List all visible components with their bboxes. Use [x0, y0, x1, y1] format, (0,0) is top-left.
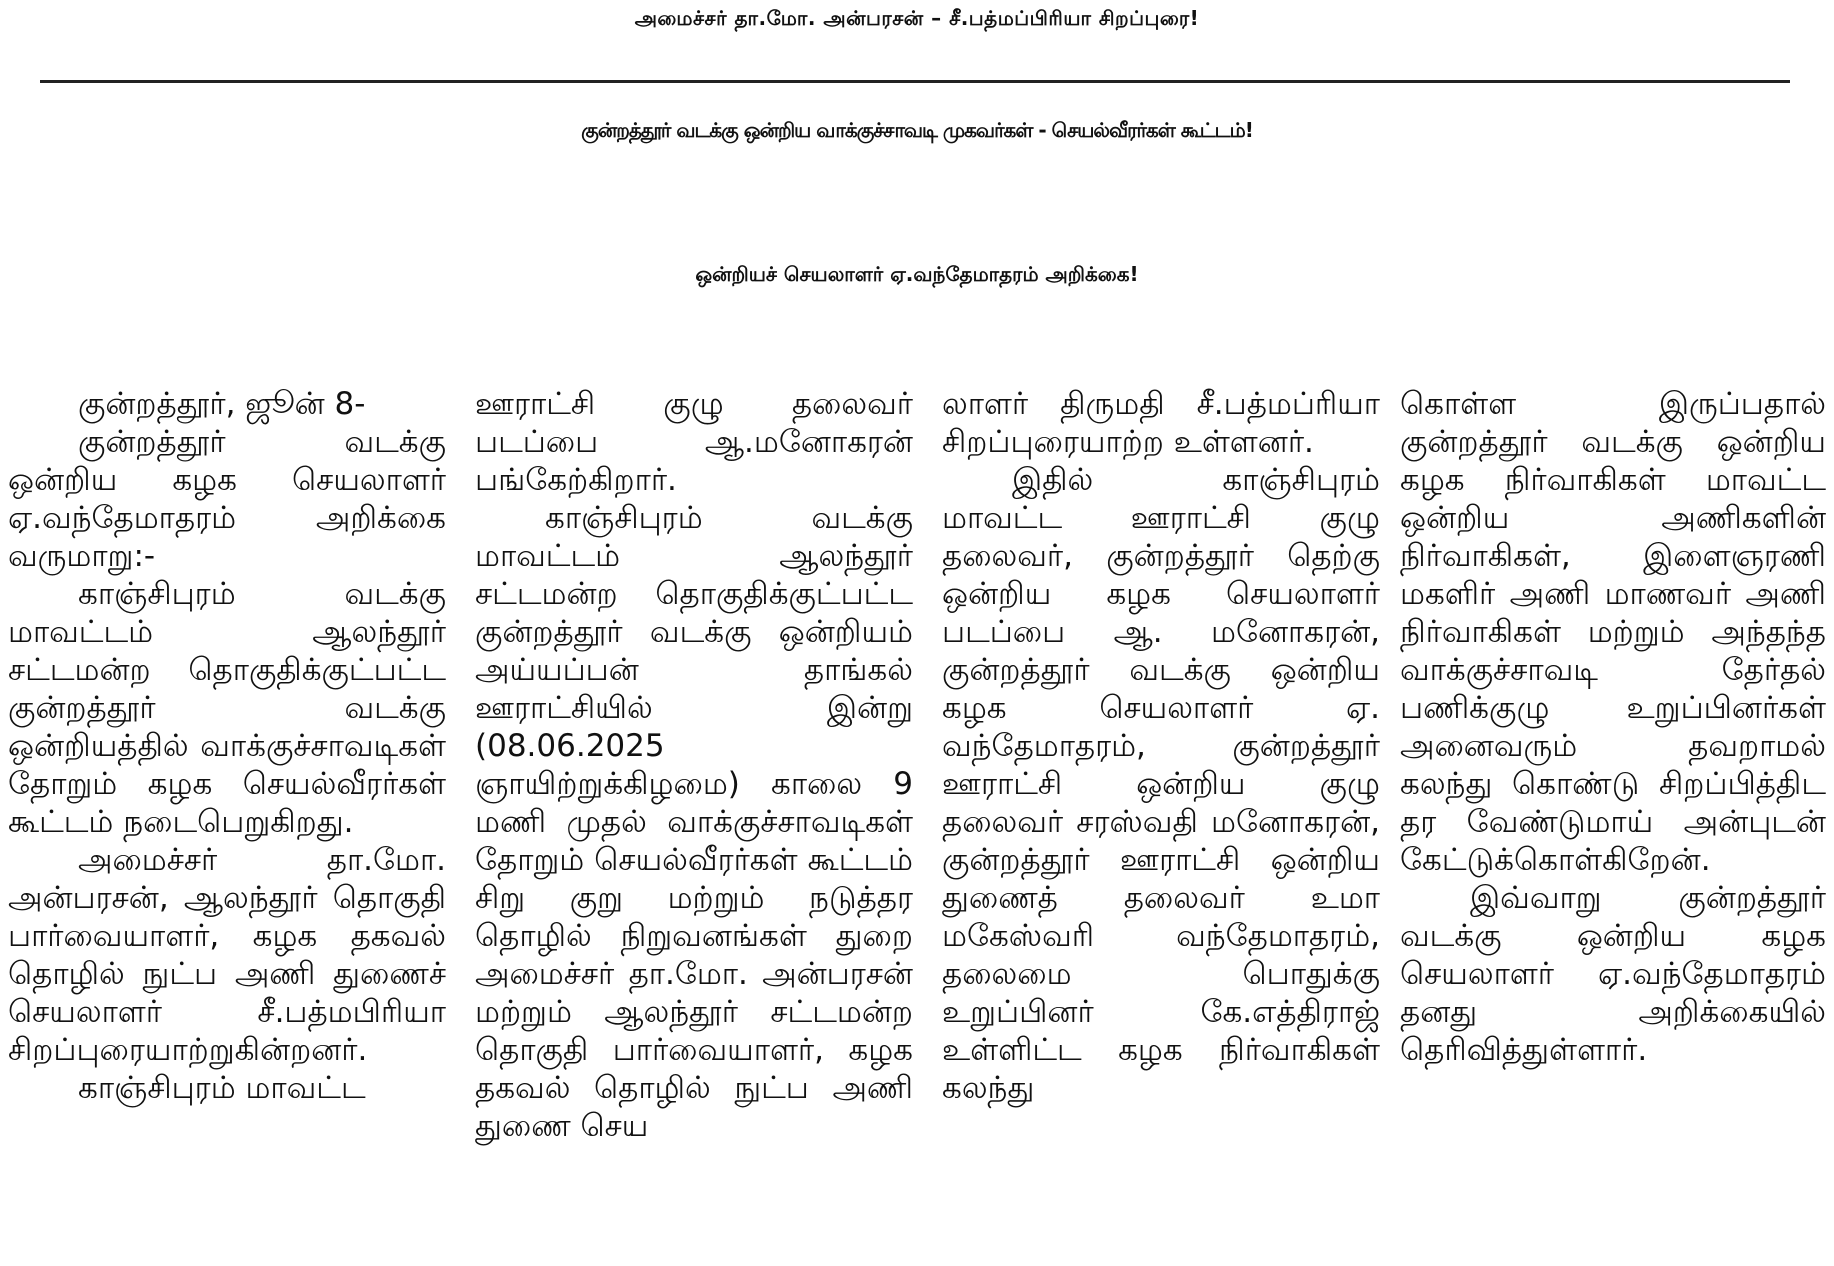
paragraph: இதில் காஞ்சிபுரம் மாவட்ட ஊராட்சி குழு தலைவர், குன்றத்தூர் தெற்கு ஒன்றிய கழக செயலாளர் படப்பை ஆ. மனோகரன், குன்றத்தூர் வடக்கு ஒன்றிய கழக செயலாளர் ஏ. வந்தேமாதரம், குன்றத்தூர் ஊராட்சி ஒன்றிய குழு தலைவர் சரஸ்வதி மனோகரன், குன்றத்தூர் ஊராட்சி ஒன்றிய துணைத் தலைவர் உமா மகேஸ்வரி வந்தேமாதரம், தலைமை பொதுக்கு உறுப்பினர் கே.எத்திராஜ் உள்ளிட்ட கழக நிர்வாகிகள் கலந்து: [942, 462, 1380, 1106]
paragraph: காஞ்சிபுரம் வடக்கு மாவட்டம் ஆலந்தூர் சட்டமன்ற தொகுதிக்குட்பட்ட குன்றத்தூர் வடக்கு ஒன்றியம் அய்யப்பன் தாங்கல் ஊராட்சியில் இன்று (08.06.2025 ஞாயிற்றுக்கிழமை) காலை 9 மணி முதல் வாக்குச்சாவடிகள் தோறும் செயல்வீரர்கள் கூட்டம் சிறு குறு மற்றும் நடுத்தர தொழில் நிறுவனங்கள் துறை அமைச்சர் தா.மோ. அன்பரசன் மற்றும் ஆலந்தூர் சட்டமன்ற தொகுதி பார்வையாளர், கழக தகவல் தொழில் நுட்ப அணி துணை செய: [475, 500, 913, 1144]
paragraph: இவ்வாறு குன்றத்தூர் வடக்கு ஒன்றிய கழக செயலாளர் ஏ.வந்தேமாதரம் தனது அறிக்கையில் தெரிவித்துள்ளார்.: [1400, 880, 1826, 1068]
main-headline: குன்றத்தூர் வடக்கு ஒன்றிய வாக்குச்சாவடி முகவர்கள் - செயல்வீரர்கள் கூட்டம்!: [581, 118, 1253, 142]
top-headline: அமைச்சர் தா.மோ. அன்பரசன் – சீ.பத்மப்பிரியா சிறப்புரை!: [634, 6, 1200, 30]
paragraph: லாளர் திருமதி சீ.பத்மப்ரியா சிறப்புரையாற்ற உள்ளனர்.: [942, 386, 1380, 460]
article-column-1: [8, 385, 446, 1265]
article-column-3: [942, 385, 1380, 1265]
paragraph: காஞ்சிபுரம் வடக்கு மாவட்டம் ஆலந்தூர் சட்டமன்ற தொகுதிக்குட்பட்ட குன்றத்தூர் வடக்கு ஒன்றியத்தில் வாக்குச்சாவடிகள் தோறும் கழக செயல்வீரர்கள் கூட்டம் நடைபெறுகிறது.: [8, 576, 446, 840]
article-column-2: [475, 385, 913, 1265]
sub-headline: ஒன்றியச் செயலாளர் ஏ.வந்தேமாதரம் அறிக்கை!: [695, 262, 1139, 286]
article-column-4: [1400, 385, 1826, 1265]
paragraph: குன்றத்தூர் வடக்கு ஒன்றிய கழக செயலாளர் ஏ.வந்தேமாதரம் அறிக்கை வருமாறு:-: [8, 424, 446, 574]
paragraph: கொள்ள இருப்பதால் குன்றத்தூர் வடக்கு ஒன்றிய கழக நிர்வாகிகள் மாவட்ட ஒன்றிய அணிகளின் நிர்வாகிகள், இளைஞரணி மகளிர் அணி மாணவர் அணி நிர்வாகிகள் மற்றும் அந்தந்த வாக்குச்சாவடி தேர்தல் பணிக்குழு உறுப்பினர்கள் அனைவரும் தவறாமல் கலந்து கொண்டு சிறப்பித்திட தர வேண்டுமாய் அன்புடன் கேட்டுக்கொள்கிறேன்.: [1400, 386, 1826, 878]
paragraph: ஊராட்சி குழு தலைவர் படப்பை ஆ.மனோகரன் பங்கேற்கிறார்.: [475, 386, 913, 498]
dateline: குன்றத்தூர், ஜூன் 8-: [78, 386, 366, 422]
article-body: [8, 385, 1826, 1265]
paragraph: அமைச்சர் தா.மோ. அன்பரசன், ஆலந்தூர் தொகுதி பார்வையாளர், கழக தகவல் தொழில் நுட்ப அணி துணைச் செயலாளர் சீ.பத்மபிரியா சிறப்புரையாற்றுகின்றனர்.: [8, 842, 446, 1068]
headline-divider: [40, 80, 1790, 83]
paragraph: காஞ்சிபுரம் மாவட்ட: [78, 1070, 366, 1106]
